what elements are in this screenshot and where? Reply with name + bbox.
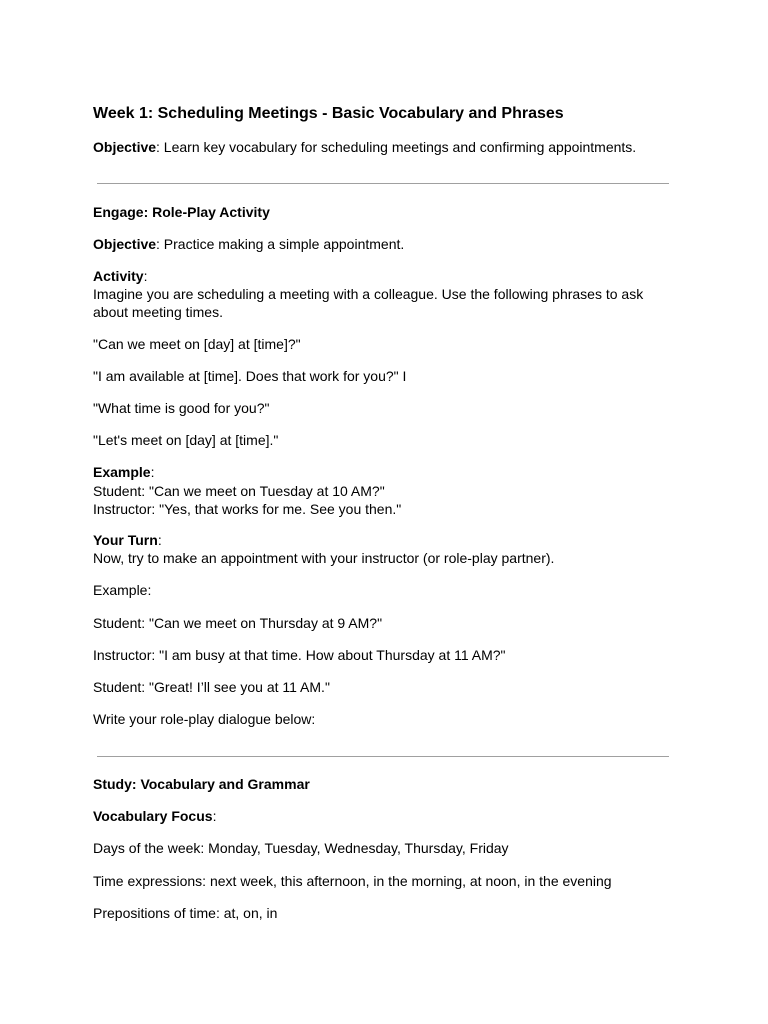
page-title: Week 1: Scheduling Meetings - Basic Vocabulary and Phrases [93, 105, 564, 122]
phrase-item: "Can we meet on [day] at [time]?" [93, 336, 301, 352]
your-turn-label-line [93, 531, 673, 549]
main-objective-label: Objective [93, 139, 157, 155]
example2-line: Student: "Can we meet on Thursday at 9 AM?" [93, 615, 383, 631]
divider [97, 183, 669, 184]
example-label-line [93, 463, 673, 481]
phrase-item: "I am available at [time]. Does that work for you?" I [93, 368, 407, 384]
vocab-focus-colon: : [212, 808, 217, 824]
activity-label: Activity [93, 268, 144, 284]
example2-line: Student: "Great! I’ll see you at 11 AM." [93, 679, 330, 695]
your-turn-label: Your Turn [93, 532, 158, 548]
study-heading: Study: Vocabulary and Grammar [93, 776, 310, 792]
example-colon: : [150, 464, 155, 480]
activity-colon: : [143, 268, 148, 284]
phrase-item: "Let's meet on [day] at [time]." [93, 432, 279, 448]
vocab-item: Days of the week: Monday, Tuesday, Wednesday, Thursday, Friday [93, 840, 509, 856]
example2-line: Instructor: "I am busy at that time. How about Thursday at 11 AM?" [93, 647, 506, 663]
vocab-item: Time expressions: next week, this afternoon, in the morning, at noon, in the evening [93, 873, 612, 889]
engage-objective [93, 235, 673, 253]
engage-objective-label: Objective [93, 236, 157, 252]
phrase-item: "What time is good for you?" [93, 400, 270, 416]
main-objective [93, 138, 673, 156]
example-line: Instructor: "Yes, that works for me. See you then." [93, 501, 402, 517]
example-label: Example [93, 464, 151, 480]
your-turn-text: Now, try to make an appointment with your instructor (or role-play partner). [93, 550, 555, 566]
example2-label: Example: [93, 582, 152, 598]
activity-text: Imagine you are scheduling a meeting with a colleague. Use the following phrases to ask about meeting times. [93, 286, 644, 320]
your-turn-colon: : [157, 532, 162, 548]
write-prompt: Write your role-play dialogue below: [93, 711, 316, 727]
activity-label-line [93, 267, 673, 285]
engage-heading: Engage: Role-Play Activity [93, 204, 270, 220]
engage-objective-text: : Practice making a simple appointment. [156, 236, 405, 252]
main-objective-text: : Learn key vocabulary for scheduling meetings and confirming appointments. [156, 139, 637, 155]
example-line: Student: "Can we meet on Tuesday at 10 AM?" [93, 483, 385, 499]
vocab-focus-label-line [93, 807, 673, 825]
vocab-focus-label: Vocabulary Focus [93, 808, 213, 824]
divider [97, 756, 669, 757]
vocab-item: Prepositions of time: at, on, in [93, 905, 278, 921]
